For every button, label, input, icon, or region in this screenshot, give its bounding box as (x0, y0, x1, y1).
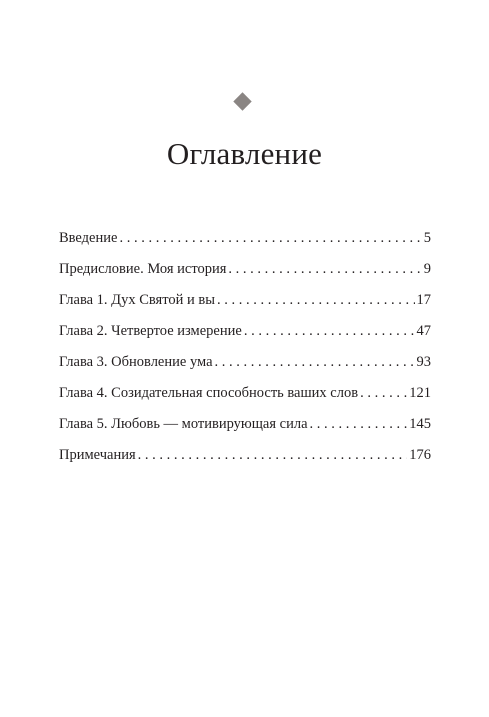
toc-entry-page-number: 121 (409, 385, 431, 401)
toc-entry-notes (59, 441, 431, 472)
toc-entry-page-number: 176 (409, 447, 431, 463)
toc-entry-chapter-1 (59, 286, 431, 317)
dot-leader (215, 348, 415, 376)
toc-entry-page-number: 17 (416, 292, 431, 308)
toc-entry-label: Глава 5. Любовь — мотивирующая сила (59, 416, 308, 432)
toc-entry-page-number: 145 (409, 416, 431, 432)
toc-entry-label: Глава 2. Четвертое измерение (59, 323, 242, 339)
toc-entry-chapter-4 (59, 379, 431, 410)
toc-entry-page-number: 47 (416, 323, 431, 339)
diamond-icon (233, 92, 251, 110)
toc-entry-label: Предисловие. Моя история (59, 261, 227, 277)
dot-leader (244, 317, 415, 345)
toc-entry-label: Глава 3. Обновление ума (59, 354, 213, 370)
toc-entry-label: Глава 4. Созидательная способность ваших слов (59, 385, 359, 401)
dot-leader (138, 441, 408, 469)
toc-entry-introduction (59, 224, 431, 255)
dot-leader (119, 224, 421, 252)
toc-entry-page-number: 5 (423, 230, 431, 246)
dot-leader (360, 379, 407, 407)
toc-entry-page-number: 93 (416, 354, 431, 370)
toc-entry-preface (59, 255, 431, 286)
table-of-contents (59, 224, 431, 472)
toc-entry-label: Примечания (59, 447, 136, 463)
dot-leader (228, 255, 421, 283)
toc-entry-page-number: 9 (423, 261, 431, 277)
toc-entry-chapter-3 (59, 348, 431, 379)
toc-entry-chapter-5 (59, 410, 431, 441)
dot-leader (217, 286, 415, 314)
dot-leader (310, 410, 408, 438)
page-title: Оглавление (166, 136, 323, 171)
toc-entry-chapter-2 (59, 317, 431, 348)
toc-entry-label: Глава 1. Дух Святой и вы (59, 292, 215, 308)
toc-entry-label: Введение (59, 230, 118, 246)
